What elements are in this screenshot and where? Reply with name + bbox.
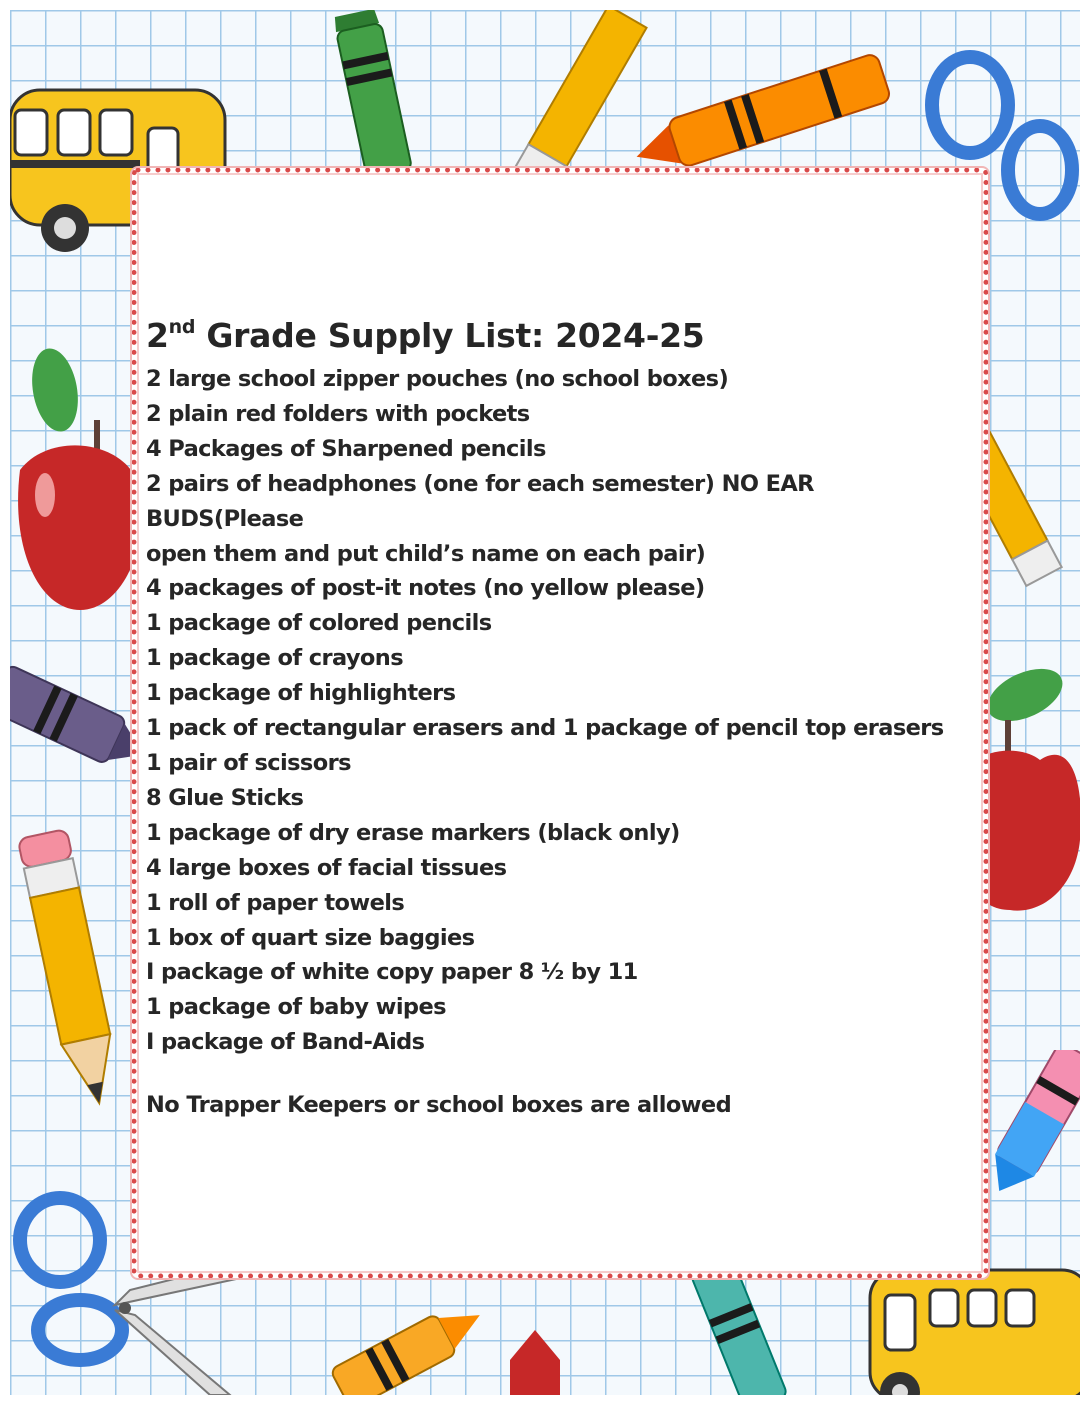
title-text: Grade Supply List: 2024-25 xyxy=(195,316,705,355)
list-item: 2 pairs of headphones (one for each semester) NO EAR BUDS(Please xyxy=(146,470,814,532)
list-item: 2 plain red folders with pockets xyxy=(146,400,530,427)
supply-list xyxy=(146,312,976,1060)
list-item: 1 package of highlighters xyxy=(146,680,456,707)
list-item: 2 large school zipper pouches (no school boxes) xyxy=(146,366,729,392)
green-crayon-icon xyxy=(322,10,432,180)
list-item: 4 packages of post-it notes (no yellow please) xyxy=(146,575,705,602)
blue-crayon-icon xyxy=(990,1050,1080,1200)
orange-crayon-icon xyxy=(330,1300,490,1395)
list-item: 1 package of crayons xyxy=(146,645,404,672)
list-item: 1 pack of rectangular erasers and 1 package of pencil top erasers xyxy=(146,715,944,742)
list-item: 1 package of colored pencils xyxy=(146,610,492,637)
list-item: 1 package of dry erase markers (black only) xyxy=(146,819,680,846)
list-item: I package of white copy paper 8 ½ by 11 xyxy=(146,959,638,986)
red-crayon-icon xyxy=(500,1330,570,1395)
list-item: open them and put child’s name on each pair) xyxy=(146,540,706,567)
title-ordinal-suffix: nd xyxy=(168,316,196,338)
page-title xyxy=(146,312,976,360)
list-item: 4 Packages of Sharpened pencils xyxy=(146,435,546,462)
purple-crayon-icon xyxy=(10,660,150,790)
list-item: 1 pair of scissors xyxy=(146,749,351,776)
supply-items xyxy=(146,362,976,1060)
title-grade-number: 2 xyxy=(146,316,169,355)
list-item: 8 Glue Sticks xyxy=(146,784,304,811)
footer-note: No Trapper Keepers or school boxes are allowed xyxy=(146,1092,732,1118)
apple-icon xyxy=(10,320,150,620)
list-item: 4 large boxes of facial tissues xyxy=(146,854,507,881)
list-item: I package of Band-Aids xyxy=(146,1029,425,1056)
list-item: 1 roll of paper towels xyxy=(146,889,405,916)
list-item: 1 package of baby wipes xyxy=(146,994,446,1021)
pencil-icon xyxy=(10,820,140,1110)
list-item: 1 box of quart size baggies xyxy=(146,924,475,951)
